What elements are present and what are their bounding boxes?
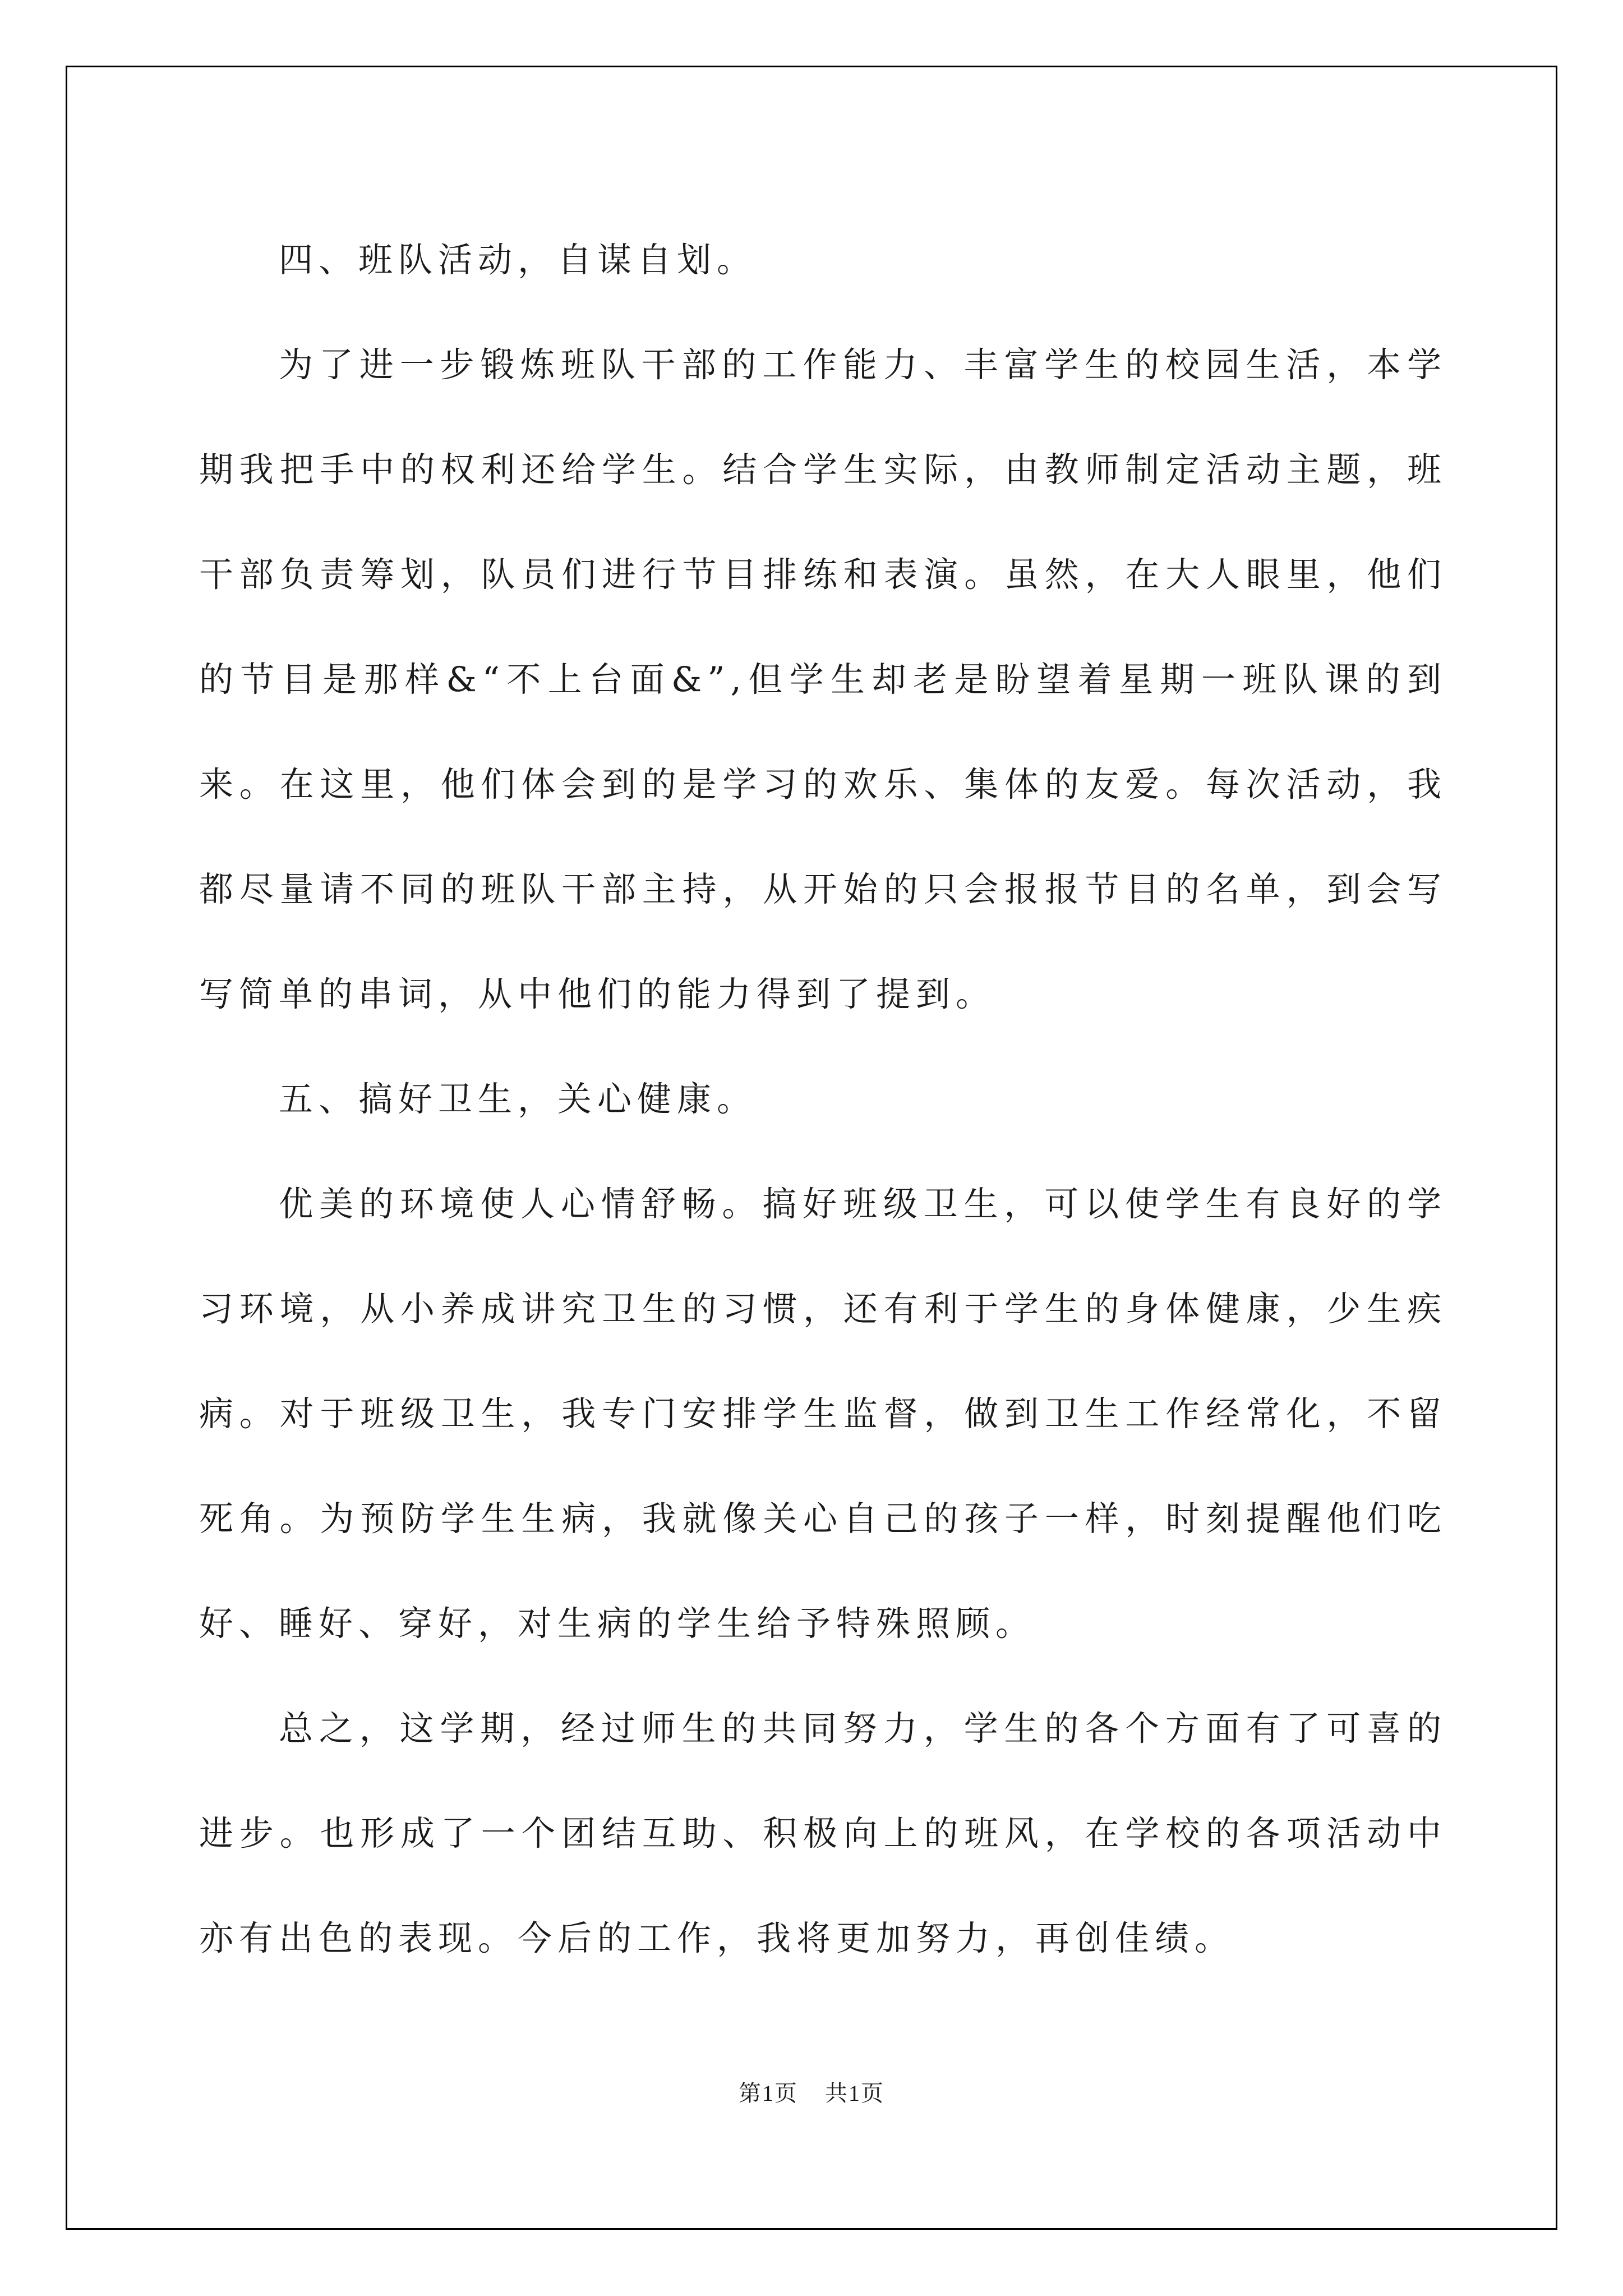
section-heading-five: 五、搞好卫生，关心健康。 [279,1079,757,1119]
body-paragraph-hygiene: 优美的环境使人心情舒畅。搞好班级卫生，可以使学生有良好的学习环境，从小养成讲究卫生的习惯，还有利于学生的身体健康，少生疾病。对于班级卫生，我专门安排学生监督，做到卫生工作经常化，不留死角。为预防学生生病，我就像关心自己的孩子一样，时刻提醒他们吃好、睡好、穿好，对生病的学生给予特殊照顾。 [199,1184,1447,1644]
page-number-total: 共1页 [825,2081,884,2106]
document-body [199,208,1447,1991]
body-paragraph-activities: 为了进一步锻炼班队干部的工作能力、丰富学生的校园生活，本学期我把手中的权利还给学生。结合学生实际，由教师制定活动主题，班干部负责筹划，队员们进行节目排练和表演。虽然，在大人眼里，他们的节目是那样&“不上台面&”,但学生却老是盼望着星期一班队课的到来。在这里，他们体会到的是学习的欢乐、集体的友爱。每次活动，我都尽量请不同的班队干部主持，从开始的只会报报节目的名单，到会写写简单的串词，从中他们的能力得到了提到。 [199,345,1447,1014]
page-number-current: 第1页 [739,2081,798,2106]
page-footer [0,2076,1623,2108]
section-heading-four: 四、班队活动，自谋自划。 [279,240,757,280]
body-paragraph-conclusion: 总之，这学期，经过师生的共同努力，学生的各个方面有了可喜的进步。也形成了一个团结互助、积极向上的班风，在学校的各项活动中亦有出色的表现。今后的工作，我将更加努力，再创佳绩。 [199,1709,1447,1958]
